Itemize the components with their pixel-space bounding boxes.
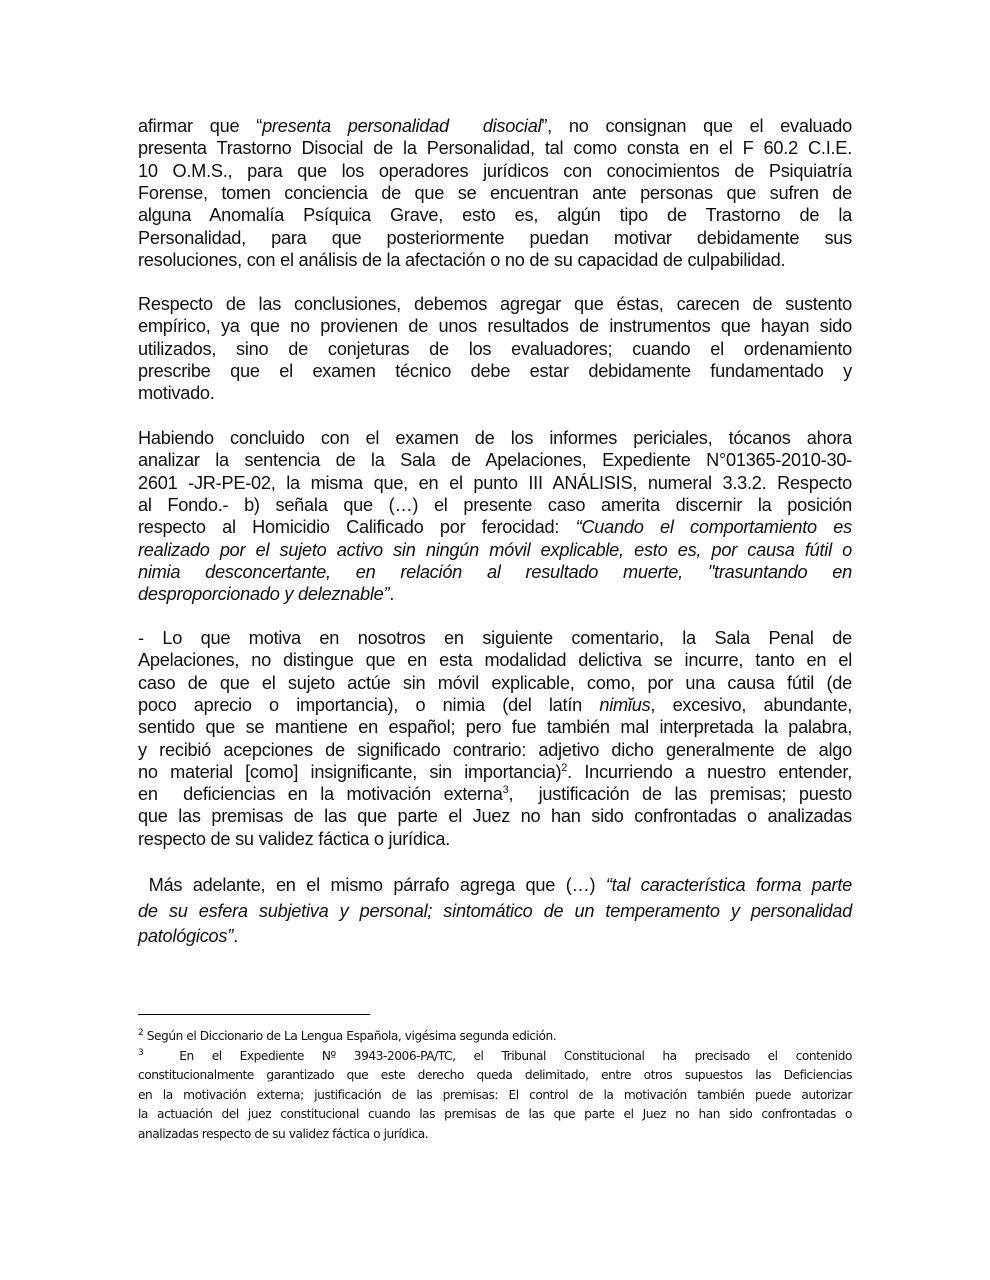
text-line: nimia desconcertante, en relación al resultado muerte, "trasuntando en	[138, 561, 852, 582]
text-line: desproporcionado y deleznable”.	[138, 584, 395, 605]
text-line: poco aprecio o importancia), o nimia (del latín nimĭus, excesivo, abundante,	[138, 694, 853, 715]
footnote-line: analizadas respecto de su validez fáctica o jurídica.	[138, 1126, 429, 1141]
text-line: patológicos”.	[138, 926, 238, 946]
text-line: motivado.	[138, 383, 215, 404]
text-line: no material [como] insignificante, sin importancia)$^2$. Incurriendo a nuestro entender,	[138, 761, 852, 782]
text-line: que las premisas de las que parte el Juez no han sido confrontadas o analizadas	[138, 806, 852, 827]
text-line: presenta Trastorno Disocial de la Personalidad, tal como consta en el F 60.2 C.I.E.	[138, 138, 852, 159]
text-line: Más adelante, en el mismo párrafo agrega que (…) “tal característica forma parte	[138, 875, 852, 895]
text-line: en deficiencias en la motivación externa$^3$, justificación de las premisas; puesto	[138, 784, 852, 805]
text-line: Forense, tomen conciencia de que se encuentran ante personas que sufren de	[138, 182, 852, 203]
footnote-separator	[138, 1014, 370, 1015]
text-line: resoluciones, con el análisis de la afectación o no de su capacidad de culpabilidad.	[138, 249, 786, 270]
text-line: al Fondo.- b) señala que (…) el presente caso amerita discernir la posición	[138, 494, 852, 515]
text-line: y recibió acepciones de significado contrario: adjetivo dicho generalmente de algo	[138, 739, 852, 760]
text-line: 2601 -JR-PE-02, la misma que, en el punto III ANÁLISIS, numeral 3.3.2. Respecto	[138, 472, 852, 493]
footnote-line: $^2$ Según el Diccionario de La Lengua Española, vigésima segunda edición.	[138, 1027, 557, 1043]
text-line: de su esfera subjetiva y personal; sintomático de un temperamento y personalidad	[138, 900, 852, 921]
text-line: respecto de su validez fáctica o jurídica.	[138, 828, 450, 849]
text-line: empírico, ya que no provienen de unos resultados de instrumentos que hayan sido	[138, 316, 852, 337]
text-line: Respecto de las conclusiones, debemos agregar que éstas, carecen de sustento	[138, 294, 852, 314]
text-line: respecto al Homicidio Calificado por ferocidad: “Cuando el comportamiento es	[138, 517, 852, 538]
text-line: realizado por el sujeto activo sin ningún móvil explicable, esto es, por causa fútil o	[138, 539, 852, 560]
footnote-line: constitucionalmente garantizado que este derecho queda delimitado, entre otros supuestos las Deficiencias	[138, 1068, 852, 1082]
text-line: analizar la sentencia de la Sala de Apelaciones, Expediente N°01365-2010-30-	[138, 450, 852, 471]
text-line: - Lo que motiva en nosotros en siguiente comentario, la Sala Penal de	[138, 628, 852, 648]
text-line: afirmar que “presenta personalidad disocial”, no consignan que el evaluado	[138, 116, 852, 136]
text-line: Apelaciones, no distingue que en esta modalidad delictiva se incurre, tanto en el	[138, 650, 852, 671]
text-line: 10 O.M.S., para que los operadores jurídicos con conocimientos de Psiquiatría	[138, 160, 852, 181]
footnote-line: en la motivación externa; justificación de las premisas: El control de la motivación también puede autorizar	[138, 1087, 852, 1102]
text-line: alguna Anomalía Psíquica Grave, esto es, algún tipo de Trastorno de la	[138, 205, 852, 226]
text-line: prescribe que el examen técnico debe estar debidamente fundamentado y	[138, 360, 852, 381]
text-line: Habiendo concluido con el examen de los informes periciales, tócanos ahora	[138, 428, 852, 448]
footnote-line: la actuación del juez constitucional cuando las premisas de las que parte el Juez no han sido confrontadas o	[138, 1107, 852, 1121]
footnote-line: $^3$ En el Expediente Nº 3943-2006-PA/TC, el Tribunal Constitucional ha precisado el contenido	[138, 1047, 852, 1063]
text-line: sentido que se mantiene en español; pero fue también mal interpretada la palabra,	[138, 717, 852, 738]
text-line: utilizados, sino de conjeturas de los evaluadores; cuando el ordenamiento	[138, 338, 852, 359]
text-line: Personalidad, para que posteriormente puedan motivar debidamente sus	[138, 227, 852, 248]
text-line: caso de que el sujeto actúe sin móvil explicable, como, por una causa fútil (de	[138, 672, 852, 693]
